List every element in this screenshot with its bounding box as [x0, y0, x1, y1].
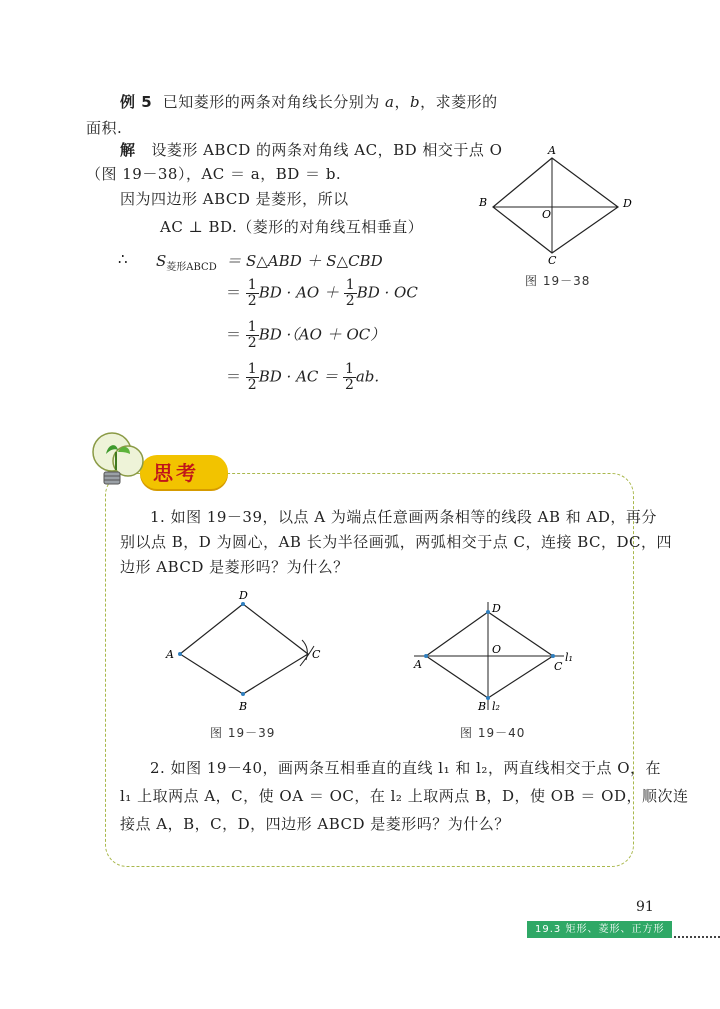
figure-19-39-caption: 图 19－39 — [210, 726, 276, 740]
equation-4 — [226, 362, 379, 393]
figure-19-40 — [408, 598, 588, 720]
label-b: B — [239, 700, 248, 713]
equation-2-b: BD · OC — [356, 283, 418, 302]
point-c — [551, 654, 555, 658]
area-subscript: 菱形ABCD — [166, 262, 217, 273]
solution-line2: （图 19－38），AC ＝ a，BD ＝ b. — [86, 165, 342, 183]
figure-19-38 — [476, 143, 636, 265]
var-b: b — [409, 93, 421, 111]
example-line1-tail: ，求菱形的 — [420, 93, 498, 111]
equation-4-b: ab. — [355, 367, 380, 386]
question-2-line2: l₁ 上取两点 A，C，使 OA ＝ OC，在 l₂ 上取两点 B，D，使 OB ＝ OD，顺次连 — [120, 787, 689, 805]
solution-line4: AC ⊥ BD.（菱形的对角线互相垂直） — [160, 218, 424, 236]
question-2-line3: 接点 A，B，C，D，四边形 ABCD 是菱形吗？为什么？ — [120, 815, 510, 833]
point-a — [424, 654, 428, 658]
point-b — [241, 692, 245, 696]
example-5-line1 — [120, 91, 498, 113]
point-d — [241, 602, 245, 606]
area-symbol: S — [156, 252, 167, 270]
label-d: D — [492, 602, 501, 615]
label-c: C — [548, 254, 557, 265]
rhombus-outline — [426, 612, 553, 698]
therefore-symbol: ∴ — [118, 250, 128, 268]
figure-19-38-caption: 图 19－38 — [525, 274, 591, 288]
think-title: 思考 — [153, 461, 199, 485]
example-label: 例 5 — [120, 93, 153, 111]
question-1-line2: 别以点 B，D 为圆心，AB 长为半径画弧，两弧相交于点 C，连接 BC，DC，四 — [120, 533, 673, 551]
label-d: D — [623, 197, 632, 210]
lightbulb-icon — [88, 430, 148, 492]
solution-line3: 因为四边形 ABCD 是菱形，所以 — [120, 190, 349, 208]
point-a — [178, 652, 182, 656]
label-l2: l₂ — [492, 700, 500, 713]
var-a: a — [385, 93, 395, 111]
question-1-line1: 1. 如图 19－39，以点 A 为端点任意画两条相等的线段 AB 和 AD，再分 — [150, 508, 657, 526]
label-c: C — [554, 660, 563, 673]
page-number: 91 — [636, 899, 654, 915]
question-1-line3: 边形 ABCD 是菱形吗？为什么？ — [120, 558, 349, 576]
figure-19-39 — [148, 588, 348, 718]
figure-19-40-caption: 图 19－40 — [460, 726, 526, 740]
equation-2-a: BD · AO ＋ — [258, 283, 339, 302]
section-bar: 19.3 矩形、菱形、正方形 — [527, 921, 672, 938]
equation-3 — [226, 320, 385, 351]
equals-sign: ＝ — [226, 367, 242, 386]
label-c: C — [312, 648, 321, 661]
footer-dots — [674, 936, 720, 938]
equation-1-rhs: ＝ S△ABD ＋ S△CBD — [226, 252, 383, 270]
fraction-half: $\frac{1}{2}$ — [345, 277, 355, 309]
solution-line1 — [120, 139, 502, 161]
equals-sign: ＝ — [226, 283, 242, 302]
label-a: A — [166, 648, 174, 661]
equation-1 — [156, 250, 383, 273]
example-line1-text: 已知菱形的两条对角线长分别为 — [162, 93, 380, 111]
equation-3-rest: BD ·（AO ＋ OC） — [258, 325, 386, 344]
point-b — [486, 696, 490, 700]
fraction-half: $\frac{1}{2}$ — [344, 361, 354, 393]
question-2-line1: 2. 如图 19－40，画两条互相垂直的直线 l₁ 和 l₂，两直线相交于点 O，在 — [150, 759, 662, 777]
point-d — [486, 610, 490, 614]
label-b: B — [478, 700, 487, 713]
comma: ， — [394, 93, 410, 111]
label-o: O — [542, 208, 552, 221]
fraction-half: $\frac{1}{2}$ — [247, 277, 257, 309]
fraction-half: $\frac{1}{2}$ — [247, 319, 257, 351]
solution-label: 解 — [120, 141, 136, 159]
solution-line1-text: 设菱形 ABCD 的两条对角线 AC，BD 相交于点 O — [151, 141, 503, 159]
fraction-half: $\frac{1}{2}$ — [247, 361, 257, 393]
equation-4-a: BD · AC ＝ — [258, 367, 339, 386]
rhombus-outline — [493, 158, 618, 253]
rhombus-outline — [180, 604, 308, 694]
equals-sign: ＝ — [226, 325, 242, 344]
label-d: D — [239, 589, 248, 602]
label-b: B — [479, 196, 488, 209]
label-o: O — [492, 643, 502, 656]
label-l1: l₁ — [565, 651, 573, 664]
equation-2 — [226, 278, 418, 309]
example-5-line2: 面积. — [86, 119, 123, 137]
label-a: A — [414, 658, 422, 671]
label-a: A — [548, 144, 556, 157]
